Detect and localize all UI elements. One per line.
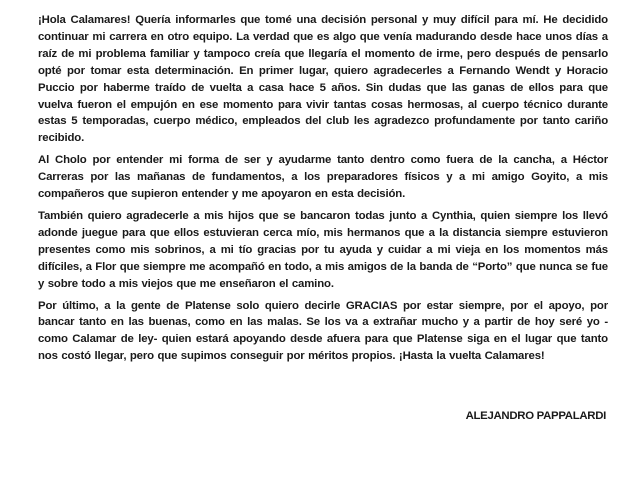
paragraph-thanks-staff: Al Cholo por entender mi forma de ser y ayudarme tanto dentro como fuera de la cancha, a Héctor Carreras por las mañanas de fundamentos, a los preparadores físicos y a mi amigo Goyito, a mis compañeros que supieron entender y me apoyaron en esta decisión.: [38, 154, 608, 201]
paragraph-greeting: ¡Hola Calamares! Quería informarles que tomé una decisión personal y muy difícil para mí. He decidido continuar mi carrera en otro equipo. La verdad que es algo que venía madurando desde hace unos días a raíz de mi problema familiar y tampoco creía que llegaría el momento de irme, pero después de pensarlo opté por tomar esta determinación. En primer lugar, quiero agradecerles a Fernando Wendt y Horacio Puccio por haberme traído de vuelta a casa hace 5 años. Sin dudas que las ganas de ellos para que vuelva fueron el empujón en ese momento para vivir tantas cosas hermosas, al cuerpo técnico durante estas 5 temporadas, cuerpo médico, empleados del club les agradezco profundamente por tanto cariño recibido.: [38, 14, 608, 145]
paragraph-farewell: Por último, a la gente de Platense solo quiero decirle GRACIAS por estar siempre, por el apoyo, por bancar tanto en las buenas, como en las malas. Se los va a extrañar mucho y a partir de hoy seré yo -como Calamar de ley- quien estará apoyando desde afuera para que Platense siga en el lugar que tanto nos costó llegar, pero que supimos conseguir por méritos propios. ¡Hasta la vuelta Calamares!: [38, 299, 608, 363]
paragraph-thanks-family: También quiero agradecerle a mis hijos que se bancaron todas junto a Cynthia, quien siempre los llevó adonde juegue para que ellos estuvieran cerca mío, mis hermanos que a la distancia siempre estuvieron presentes como mis sobrinos, a mi tío gracias por tu ayuda y cuidar a mi vieja en los momentos más difíciles, a Flor que siempre me acompañó en todo, a mis amigos de la banda de “Porto” que nunca se fue y sobre todo a mis viejos que me enseñaron el camino.: [38, 209, 608, 290]
signature: ALEJANDRO PAPPALARDI: [465, 410, 606, 422]
letter-body: [38, 12, 608, 370]
